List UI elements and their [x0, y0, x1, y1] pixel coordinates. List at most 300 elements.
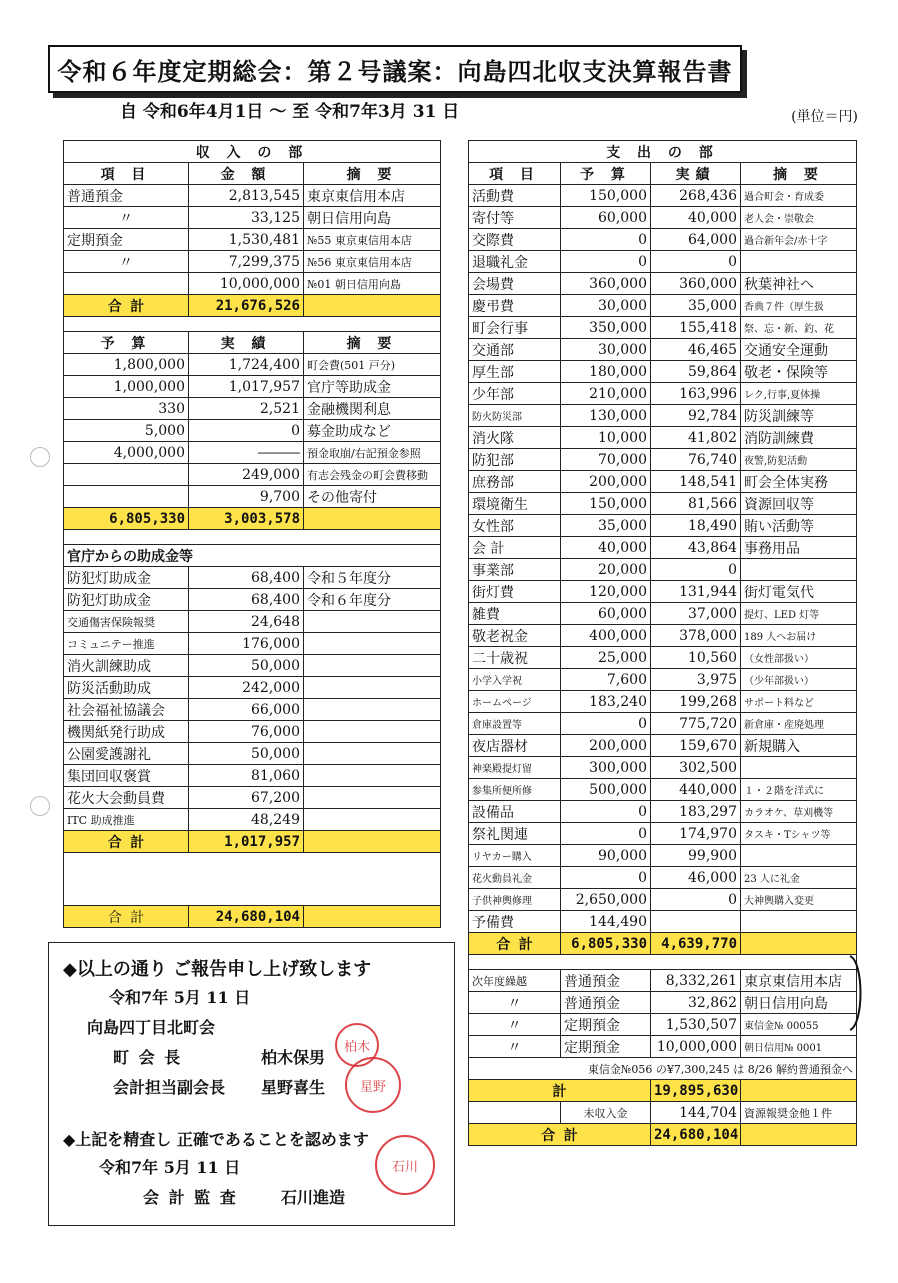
expense-item: 消火隊 [469, 427, 561, 449]
budget-value: 400,000 [561, 625, 651, 647]
budget-value: 330 [64, 398, 189, 420]
table-row [469, 1036, 857, 1058]
expense-item: 会 計 [469, 537, 561, 559]
remark: その他寄付 [304, 486, 441, 508]
remark: 老人会・崇敬会 [741, 207, 857, 229]
actual-value: 268,436 [651, 185, 741, 207]
table-row [469, 735, 857, 757]
remark: 資源回収等 [741, 493, 857, 515]
expense-item: 防火防災部 [469, 405, 561, 427]
remark: 官庁等助成金 [304, 376, 441, 398]
table-row [469, 713, 857, 735]
total-label: 計 [469, 1080, 651, 1102]
remark: サポート料など [741, 691, 857, 713]
actual-value: 46,000 [651, 867, 741, 889]
report-box [48, 942, 455, 1226]
actual-value: 10,560 [651, 647, 741, 669]
remark: 夜警,防犯活動 [741, 449, 857, 471]
remark [741, 559, 857, 581]
grant-amount: 48,249 [189, 809, 304, 831]
item-name [64, 273, 189, 295]
grant-amount: 68,400 [189, 567, 304, 589]
expense-item: 交通部 [469, 339, 561, 361]
grant-name: 花火大会動員費 [64, 787, 189, 809]
actual-value: 360,000 [651, 273, 741, 295]
audit-date: 令和7年 5月 11 日 [99, 1158, 241, 1177]
budget-value: 300,000 [561, 757, 651, 779]
budget-value: 60,000 [561, 603, 651, 625]
actual-value: 0 [651, 559, 741, 581]
table-row [64, 589, 441, 611]
remark: タスキ・Tシャツ等 [741, 823, 857, 845]
expense-item: 防犯部 [469, 449, 561, 471]
table-row [469, 970, 857, 992]
table-row [469, 559, 857, 581]
remark: 敬老・保険等 [741, 361, 857, 383]
remark [304, 787, 441, 809]
grant-amount: 176,000 [189, 633, 304, 655]
chair-seal: 柏木 [335, 1023, 379, 1067]
table-row [469, 889, 857, 911]
budget-value: 1,000,000 [64, 376, 189, 398]
table-row [64, 809, 441, 831]
grant-name: ITC 助成推進 [64, 809, 189, 831]
table-row [469, 449, 857, 471]
income-table [63, 140, 441, 928]
actual-value: 775,720 [651, 713, 741, 735]
table-row [469, 867, 857, 889]
actual-value: 0 [189, 420, 304, 442]
table-row [64, 398, 441, 420]
bank-note: 朝日信用向島 [741, 992, 857, 1014]
bank-note: 朝日信用№ 0001 [741, 1036, 857, 1058]
remark: 街灯電気代 [741, 581, 857, 603]
total-label: 合 計 [469, 933, 561, 955]
budget-value: 120,000 [561, 581, 651, 603]
expense-item: 寄付等 [469, 207, 561, 229]
table-row [469, 581, 857, 603]
total-note [304, 906, 441, 928]
budget-value: 70,000 [561, 449, 651, 471]
budget-value [64, 464, 189, 486]
amount: 33,125 [189, 207, 304, 229]
grant-name: 集団回収褒賞 [64, 765, 189, 787]
col-header: 予 算 [64, 332, 189, 354]
remark: カラオケ、草刈機等 [741, 801, 857, 823]
grants-heading: 官庁からの助成金等 [64, 545, 441, 567]
expense-item: 慶弔費 [469, 295, 561, 317]
actual-value: 440,000 [651, 779, 741, 801]
remark [304, 809, 441, 831]
grant-amount: 50,000 [189, 743, 304, 765]
remark: 事務用品 [741, 537, 857, 559]
auditor-title: 会 計 監 査 [143, 1188, 238, 1207]
amount: 10,000,000 [189, 273, 304, 295]
total-note [741, 1080, 857, 1102]
total-note [304, 831, 441, 853]
col-header: 実 績 [189, 332, 304, 354]
budget-value: 0 [561, 823, 651, 845]
budget-value [64, 486, 189, 508]
table-row [64, 207, 441, 229]
expense-item: 小学入学祝 [469, 669, 561, 691]
table-row [64, 273, 441, 295]
remark: 過合町会・育成委 [741, 185, 857, 207]
remark: 預金取崩/右記預金参照 [304, 442, 441, 464]
spacer [64, 853, 441, 906]
remark [304, 765, 441, 787]
expense-item: 環境衛生 [469, 493, 561, 515]
carry-amount: 1,530,507 [651, 1014, 741, 1036]
table-row [64, 699, 441, 721]
empty-cell [469, 1102, 561, 1124]
remark: №55 東京東信用本店 [304, 229, 441, 251]
actual-value: 163,996 [651, 383, 741, 405]
treasurer-seal: 星野 [345, 1057, 401, 1113]
budget-value: 210,000 [561, 383, 651, 405]
budget-value: 130,000 [561, 405, 651, 427]
carry-label: 〃 [469, 992, 561, 1014]
expense-item: 活動費 [469, 185, 561, 207]
table-row [64, 229, 441, 251]
budget-total: 6,805,330 [64, 508, 189, 530]
grant-name: 社会福祉協議会 [64, 699, 189, 721]
table-row [64, 721, 441, 743]
item-name: 定期預金 [64, 229, 189, 251]
remark: 東京東信用本店 [304, 185, 441, 207]
auditor-seal: 石川 [375, 1135, 435, 1195]
total-note [304, 508, 441, 530]
col-header: 実績 [651, 163, 741, 185]
table-row [469, 185, 857, 207]
remark: （少年部扱い） [741, 669, 857, 691]
expense-item: 退職礼金 [469, 251, 561, 273]
actual-value: 155,418 [651, 317, 741, 339]
grants-total: 1,017,957 [189, 831, 304, 853]
table-row [469, 515, 857, 537]
total-note [741, 933, 857, 955]
col-header: 項 目 [64, 163, 189, 185]
table-row [469, 493, 857, 515]
carry-label: 次年度繰越 [469, 970, 561, 992]
expense-grand-total: 24,680,104 [651, 1124, 741, 1146]
budget-value: 0 [561, 229, 651, 251]
table-row [64, 376, 441, 398]
account-type: 普通預金 [561, 970, 651, 992]
remark: 有志会残金の町会費移動 [304, 464, 441, 486]
spacer [64, 530, 441, 545]
expense-item: 雑費 [469, 603, 561, 625]
budget-value: 144,490 [561, 911, 651, 933]
expense-item: 夜店器材 [469, 735, 561, 757]
budget-value: 200,000 [561, 735, 651, 757]
expense-item: 神楽殿提灯留 [469, 757, 561, 779]
actual-value: 131,944 [651, 581, 741, 603]
table-row [64, 765, 441, 787]
actual-value: 0 [651, 889, 741, 911]
budget-value: 200,000 [561, 471, 651, 493]
table-row [469, 537, 857, 559]
budget-value: 7,600 [561, 669, 651, 691]
col-header: 摘 要 [304, 332, 441, 354]
actual-value: 37,000 [651, 603, 741, 625]
carry-total: 19,895,630 [651, 1080, 741, 1102]
actual-value: 174,970 [651, 823, 741, 845]
table-row [469, 625, 857, 647]
treasurer-name: 星野喜生 [261, 1078, 326, 1097]
actual-value: 92,784 [651, 405, 741, 427]
total-label: 合 計 [64, 295, 189, 317]
actual-value: 2,521 [189, 398, 304, 420]
budget-value: 0 [561, 251, 651, 273]
remark: 消防訓練費 [741, 427, 857, 449]
grant-amount: 50,000 [189, 655, 304, 677]
col-header: 金 額 [189, 163, 304, 185]
budget-value: 0 [561, 713, 651, 735]
table-row [469, 207, 857, 229]
carry-amount: 8,332,261 [651, 970, 741, 992]
expense-actual-total: 4,639,770 [651, 933, 741, 955]
table-row [64, 743, 441, 765]
grant-amount: 66,000 [189, 699, 304, 721]
table-row [469, 823, 857, 845]
grant-amount: 81,060 [189, 765, 304, 787]
table-row [469, 317, 857, 339]
carry-label: 〃 [469, 1014, 561, 1036]
remark: 町会費(501 戸分) [304, 354, 441, 376]
expense-item: 交際費 [469, 229, 561, 251]
grant-name: 防犯灯助成金 [64, 567, 189, 589]
budget-value: 360,000 [561, 273, 651, 295]
bank-note: 東信金№ 00055 [741, 1014, 857, 1036]
table-row [64, 567, 441, 589]
remark: （女性部扱い） [741, 647, 857, 669]
binder-hole [30, 447, 50, 467]
binder-hole [30, 796, 50, 816]
remark: 新倉庫・産廃処理 [741, 713, 857, 735]
actual-value: 64,000 [651, 229, 741, 251]
budget-value: 180,000 [561, 361, 651, 383]
table-row [469, 295, 857, 317]
carry-note: 東信金№056 の¥7,300,245 は 8/26 解約普通預金へ [469, 1058, 857, 1080]
carry-amount: 32,862 [651, 992, 741, 1014]
budget-value: 0 [561, 801, 651, 823]
actual-value: 81,566 [651, 493, 741, 515]
table-row [469, 273, 857, 295]
uncollected-note: 資源報奨金他１件 [741, 1102, 857, 1124]
col-header: 摘 要 [304, 163, 441, 185]
remark: 過合新年会/赤十字 [741, 229, 857, 251]
budget-value: 10,000 [561, 427, 651, 449]
col-header: 項 目 [469, 163, 561, 185]
actual-value: 41,802 [651, 427, 741, 449]
treasurer-title: 会計担当副会長 [113, 1078, 226, 1097]
expense-budget-total: 6,805,330 [561, 933, 651, 955]
remark [304, 611, 441, 633]
actual-value: 378,000 [651, 625, 741, 647]
expense-item: リヤカー購入 [469, 845, 561, 867]
remark: 秋葉神社へ [741, 273, 857, 295]
actual-value: 76,740 [651, 449, 741, 471]
budget-value: 35,000 [561, 515, 651, 537]
table-row [64, 420, 441, 442]
table-row [64, 442, 441, 464]
budget-value: 150,000 [561, 493, 651, 515]
actual-value: 159,670 [651, 735, 741, 757]
income-heading: 収 入 の 部 [64, 141, 441, 163]
budget-value: 40,000 [561, 537, 651, 559]
account-type: 定期預金 [561, 1014, 651, 1036]
grant-amount: 67,200 [189, 787, 304, 809]
remark [741, 251, 857, 273]
actual-value: 148,541 [651, 471, 741, 493]
table-row [64, 464, 441, 486]
bracket-mark [848, 952, 868, 1034]
audit-statement: ◆上記を精査し 正確であることを認めます [63, 1130, 369, 1149]
actual-value: 249,000 [189, 464, 304, 486]
col-header: 予 算 [561, 163, 651, 185]
table-row [469, 1014, 857, 1036]
table-row [64, 185, 441, 207]
total-label: 合 計 [64, 906, 189, 928]
remark: 香典７件（厚生扱 [741, 295, 857, 317]
chair-title: 町 会 長 [113, 1048, 183, 1067]
actual-value: 35,000 [651, 295, 741, 317]
report-date: 令和7年 5月 11 日 [109, 988, 251, 1007]
carry-amount: 10,000,000 [651, 1036, 741, 1058]
total-note [304, 295, 441, 317]
grant-amount: 242,000 [189, 677, 304, 699]
remark: №01 朝日信用向島 [304, 273, 441, 295]
table-row [469, 361, 857, 383]
actual-total: 3,003,578 [189, 508, 304, 530]
remark [304, 743, 441, 765]
remark: レク,行事,夏体操 [741, 383, 857, 405]
item-name: 〃 [64, 207, 189, 229]
item-name: 〃 [64, 251, 189, 273]
table-row [64, 633, 441, 655]
grant-name: 交通傷害保険報奨 [64, 611, 189, 633]
auditor-name: 石川進造 [281, 1188, 346, 1207]
budget-value: 20,000 [561, 559, 651, 581]
table-row [469, 339, 857, 361]
table-row [469, 845, 857, 867]
expense-item: 予備費 [469, 911, 561, 933]
grant-name: 消火訓練助成 [64, 655, 189, 677]
actual-value: 18,490 [651, 515, 741, 537]
remark: 町会全体実務 [741, 471, 857, 493]
expense-item: 街灯費 [469, 581, 561, 603]
table-row [64, 251, 441, 273]
actual-value: 43,864 [651, 537, 741, 559]
unit-note: (単位＝円) [791, 109, 858, 125]
grant-name: 機関紙発行助成 [64, 721, 189, 743]
actual-value: ――― [189, 442, 304, 464]
table-row [469, 383, 857, 405]
grant-amount: 76,000 [189, 721, 304, 743]
table-row [64, 655, 441, 677]
budget-value: 90,000 [561, 845, 651, 867]
income-grand-total: 24,680,104 [189, 906, 304, 928]
remark: №56 東京東信用本店 [304, 251, 441, 273]
chair-name: 柏木保男 [261, 1048, 326, 1067]
table-row [469, 229, 857, 251]
expense-item: 敬老祝金 [469, 625, 561, 647]
actual-value: 40,000 [651, 207, 741, 229]
grant-amount: 68,400 [189, 589, 304, 611]
total-label: 合 計 [469, 1124, 651, 1146]
table-row [469, 757, 857, 779]
expense-item: 設備品 [469, 801, 561, 823]
expense-item: 祭礼関連 [469, 823, 561, 845]
actual-value: 3,975 [651, 669, 741, 691]
report-statement: ◆以上の通り ご報告申し上げ致します [63, 959, 372, 980]
table-row [64, 354, 441, 376]
remark [304, 699, 441, 721]
remark: １・２階を洋式に [741, 779, 857, 801]
budget-value: 0 [561, 867, 651, 889]
remark: 防災訓練等 [741, 405, 857, 427]
budget-value: 350,000 [561, 317, 651, 339]
budget-value: 500,000 [561, 779, 651, 801]
budget-value: 183,240 [561, 691, 651, 713]
amount: 1,530,481 [189, 229, 304, 251]
grant-name: 公園愛護謝礼 [64, 743, 189, 765]
total-note [741, 1124, 857, 1146]
remark: 朝日信用向島 [304, 207, 441, 229]
table-row [469, 669, 857, 691]
budget-value: 30,000 [561, 339, 651, 361]
table-row [469, 801, 857, 823]
actual-value: 46,465 [651, 339, 741, 361]
fiscal-period: 自 令和6年4月1日 ～ 至 令和7年3月 31 日 [120, 102, 460, 122]
actual-value: 183,297 [651, 801, 741, 823]
table-row [64, 787, 441, 809]
remark [304, 633, 441, 655]
grant-name: 防災活動助成 [64, 677, 189, 699]
expense-item: 会場費 [469, 273, 561, 295]
table-row [469, 779, 857, 801]
carry-label: 〃 [469, 1036, 561, 1058]
budget-value: 60,000 [561, 207, 651, 229]
actual-value: 1,017,957 [189, 376, 304, 398]
uncollected-amount: 144,704 [651, 1102, 741, 1124]
actual-value: 59,864 [651, 361, 741, 383]
budget-value: 1,800,000 [64, 354, 189, 376]
amount: 7,299,375 [189, 251, 304, 273]
table-row [469, 603, 857, 625]
income-total: 21,676,526 [189, 295, 304, 317]
table-row [469, 251, 857, 273]
actual-value: 9,700 [189, 486, 304, 508]
expense-item: 花火動員礼金 [469, 867, 561, 889]
expense-item: 厚生部 [469, 361, 561, 383]
bank-note: 東京東信用本店 [741, 970, 857, 992]
grant-name: コミュニテー推進 [64, 633, 189, 655]
expense-heading: 支 出 の 部 [469, 141, 857, 163]
table-row [469, 992, 857, 1014]
spacer [64, 317, 441, 332]
page-title: 令和６年度定期総会：第２号議案：向島四北収支決算報告書 [48, 45, 742, 93]
budget-value: 150,000 [561, 185, 651, 207]
expense-item: 二十歳祝 [469, 647, 561, 669]
expense-item: 子供神輿修理 [469, 889, 561, 911]
remark: 金融機関利息 [304, 398, 441, 420]
remark: 23 人に礼金 [741, 867, 857, 889]
remark [741, 757, 857, 779]
remark [741, 911, 857, 933]
uncollected-label: 未収入金 [561, 1102, 651, 1124]
